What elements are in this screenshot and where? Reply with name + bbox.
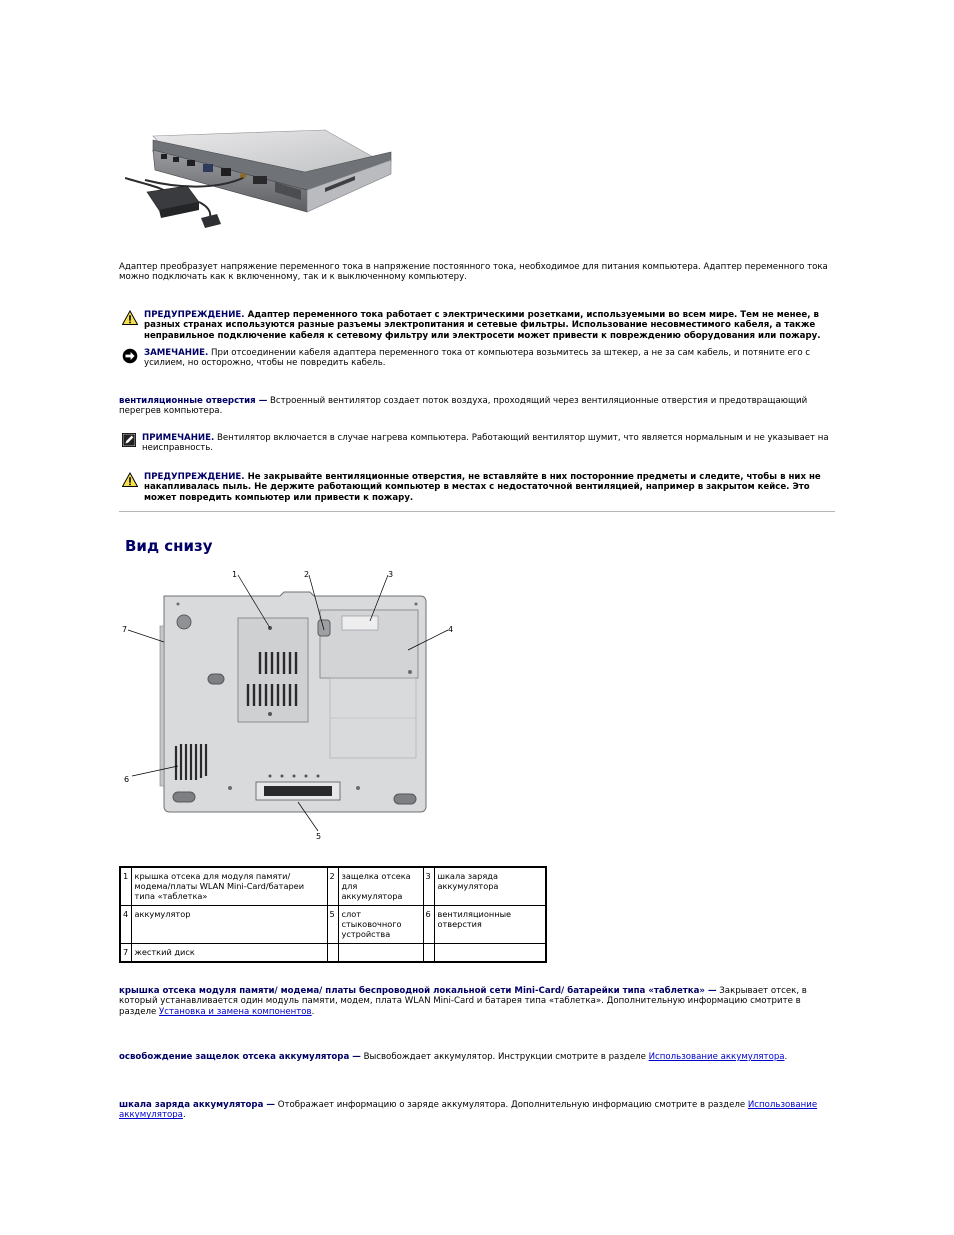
callout-6: 6 [124, 775, 130, 784]
legend-num: 3 [423, 867, 434, 906]
section-divider [119, 511, 835, 512]
notice-adapter-cable [122, 348, 834, 372]
table-row [120, 867, 546, 906]
legend-num [423, 944, 434, 963]
laptop-adapter-illustration [125, 128, 395, 240]
legend-text: защелка отсека для аккумулятора [338, 867, 423, 906]
notice-text: При отсоединении кабеля адаптера переменного тока от компьютера возьмитесь за штекер, а не за сам кабель, и потяните его с усилием, но осторожно, чтобы не повредить кабель. [144, 348, 811, 369]
legend-text: крышка отсека для модуля памяти/модема/платы WLAN Mini-Card/батареи типа «таблетка» [131, 867, 327, 906]
warning-label: ПРЕДУПРЕЖДЕНИЕ. [144, 472, 245, 482]
battery-usage-link[interactable]: Использование аккумулятора [648, 1052, 785, 1062]
warning-label: ПРЕДУПРЕЖДЕНИЕ. [144, 310, 245, 320]
note-fan [122, 433, 834, 457]
battery-release-text: Высвобождает аккумулятор. Инструкции смотрите в разделе [360, 1052, 649, 1062]
memory-cover-text: Закрывает отсек, в который устанавливается один модуль памяти, модем, плата WLAN Mini-Card и батарея типа «таблетка». Дополнительную информацию смотрите в разделе [119, 986, 807, 1017]
legend-num: 1 [120, 867, 131, 906]
callout-7: 7 [122, 625, 128, 634]
warning-triangle-icon [122, 472, 138, 488]
vents-description [119, 396, 833, 417]
callout-1: 1 [232, 570, 238, 579]
legend-num: 2 [327, 867, 338, 906]
warning-adapter [122, 310, 834, 352]
legend-num [327, 944, 338, 963]
battery-release-term: освобождение защелок отсека аккумулятора — [119, 1052, 361, 1062]
memory-cover-term: крышка отсека модуля памяти/ модема/ платы беспроводной локальной сети Mini-Card/ батарейки типа «таблетка» — [119, 986, 717, 996]
note-pencil-icon [122, 433, 136, 447]
charge-gauge-text: Отображает информацию о заряде аккумулятора. Дополнительную информацию смотрите в разделе [274, 1100, 748, 1110]
warning-triangle-icon [122, 310, 138, 326]
notice-label: ЗАМЕЧАНИЕ. [144, 348, 209, 358]
period: . [182, 1110, 186, 1121]
battery-usage-link[interactable]: Использование аккумулятора [119, 1100, 818, 1121]
battery-release-description [119, 1052, 833, 1062]
legend-text [338, 944, 423, 963]
legend-text [434, 944, 546, 963]
legend-text: слот стыковочного устройства [338, 906, 423, 944]
note-label: ПРИМЕЧАНИЕ. [142, 433, 215, 443]
period: . [784, 1052, 788, 1062]
adapter-description: Адаптер преобразует напряжение переменного тока в напряжение постоянного тока, необходимое для питания компьютера. Адаптер переменного тока можно подключать как к включенному, так и к выключенному компьютеру. [119, 262, 828, 283]
callout-3: 3 [388, 570, 394, 579]
memory-cover-description [119, 986, 835, 1017]
legend-table [119, 866, 547, 963]
legend-text: шкала заряда аккумулятора [434, 867, 546, 906]
warning-text: Не закрывайте вентиляционные отверстия, не вставляйте в них посторонние предметы и следите, чтобы в них не накапливалась пыль. Не держите работающий компьютер в местах с недостаточной вентиляцией, например в закрытом кейсе. Это может повредить компьютер или привести к пожару. [144, 472, 821, 503]
table-row [120, 944, 546, 963]
callout-2: 2 [304, 570, 310, 579]
install-components-link[interactable]: Установка и замена компонентов [159, 1006, 312, 1017]
callout-5: 5 [316, 832, 322, 841]
warning-vents [122, 472, 834, 506]
legend-num: 6 [423, 906, 434, 944]
legend-text: аккумулятор [131, 906, 327, 944]
bottom-view-diagram [120, 566, 460, 842]
legend-text: вентиляционные отверстия [434, 906, 546, 944]
notice-arrow-icon [122, 348, 138, 364]
legend-text: жесткий диск [131, 944, 327, 963]
note-text: Вентилятор включается в случае нагрева компьютера. Работающий вентилятор шумит, что является нормальным и не указывает на неисправность. [142, 433, 829, 454]
legend-num: 4 [120, 906, 131, 944]
vents-term: вентиляционные отверстия — [119, 396, 268, 406]
section-title: Вид снизу [125, 537, 213, 555]
legend-num: 5 [327, 906, 338, 944]
vents-text: Встроенный вентилятор создает поток воздуха, проходящий через вентиляционные отверстия и предотвращающий перегрев компьютера. [119, 396, 808, 417]
period: . [311, 1006, 315, 1017]
callout-4: 4 [448, 625, 454, 634]
warning-text: Адаптер переменного тока работает с электрическими розетками, используемыми во всем мире. Тем не менее, в разных странах используются разные разъемы электропитания и сетевые фильтры. Использование несовместимого кабеля, а также неправильное подключение кабеля к сетевому фильтру или электросети может привести к повреждению оборудования или пожару. [144, 310, 821, 341]
charge-gauge-description [119, 1100, 835, 1121]
legend-num: 7 [120, 944, 131, 963]
charge-gauge-term: шкала заряда аккумулятора — [119, 1100, 275, 1110]
table-row [120, 906, 546, 944]
